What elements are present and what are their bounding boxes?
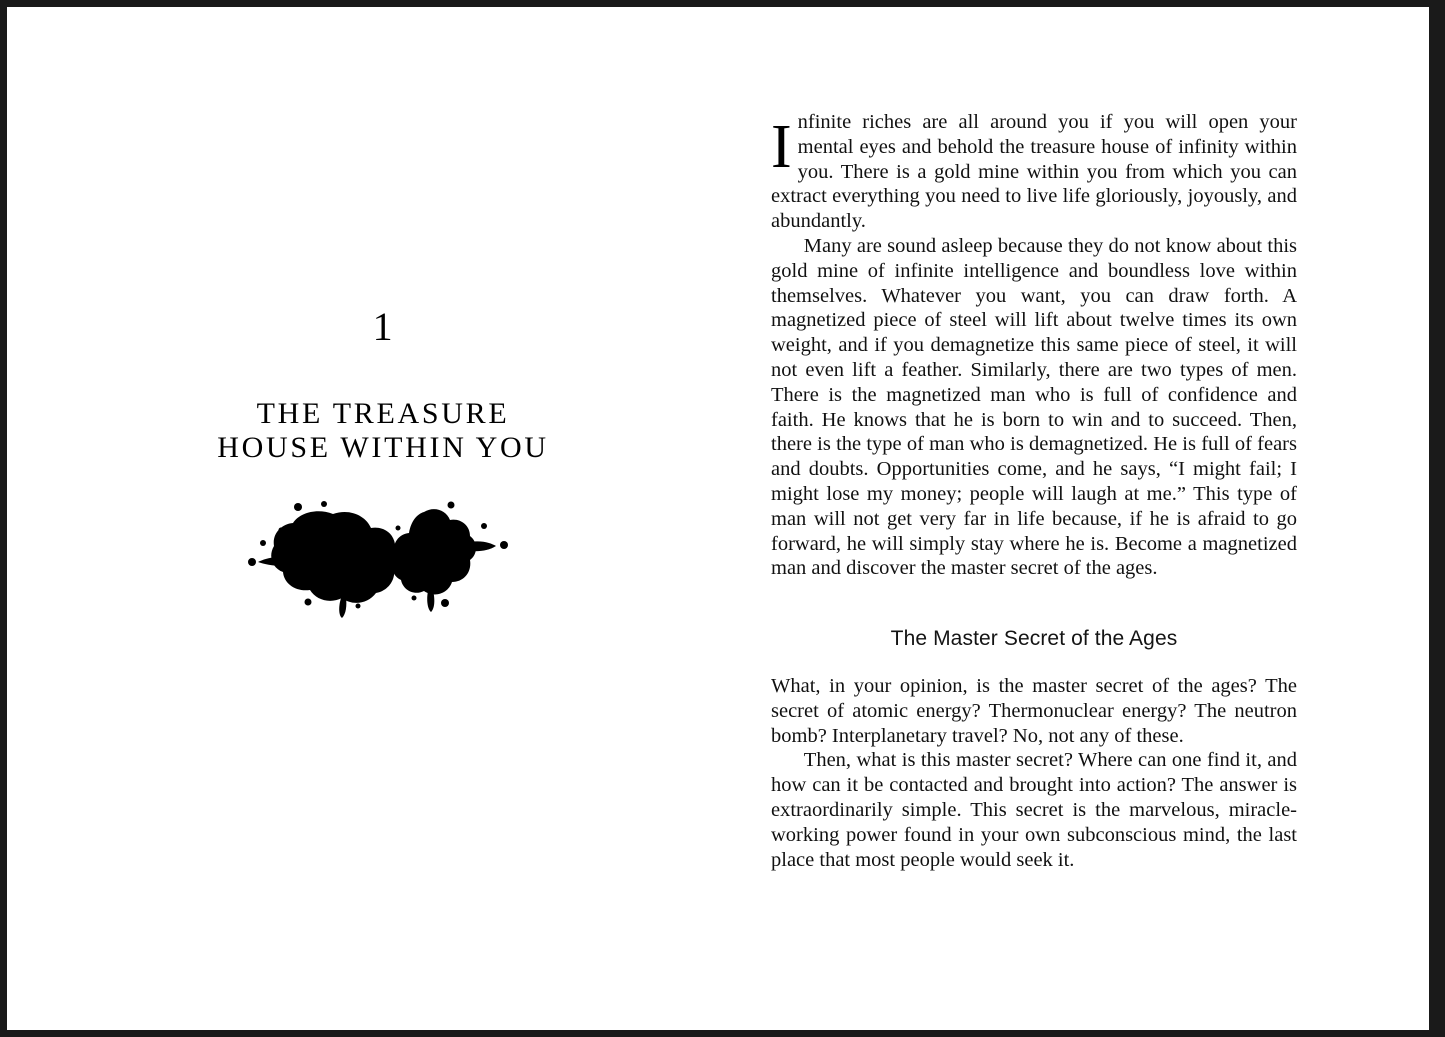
drop-cap: I	[771, 113, 792, 181]
right-page	[759, 7, 1429, 1030]
opening-paragraph-text: nfinite riches are all around you if you will open your mental eyes and behold the treasure house of infinity within you. There is a gold mine within you from which you can extract everything you need to live life gloriously, joyously, and abundantly.	[771, 111, 1297, 233]
paragraph-4: Then, what is this master secret? Where can one find it, and how can it be contacted and brought into action? The answer is extraordinarily simple. This secret is the marvelous, miracle-working power found in your own subconscious mind, the last place that most people would seek it.	[771, 749, 1297, 871]
chapter-number: 1	[372, 304, 394, 349]
opening-paragraph	[771, 110, 1297, 234]
ink-blot-ornament-icon	[7, 498, 759, 618]
chapter-title	[7, 397, 759, 464]
paragraph-3: What, in your opinion, is the master secret of the ages? The secret of atomic energy? Thermonuclear energy? The neutron bomb? Interplanetary travel? No, not any of these.	[771, 674, 1297, 747]
body-text-column	[771, 110, 1297, 872]
left-page	[7, 7, 759, 1030]
book-spread	[7, 7, 1429, 1030]
section-heading: The Master Secret of the Ages	[890, 627, 1178, 651]
chapter-title-line-1: THE TREASURE	[256, 397, 510, 430]
chapter-title-line-2: HOUSE WITHIN YOU	[217, 430, 549, 464]
paragraph-2: Many are sound asleep because they do not know about this gold mine of infinite intelligence and boundless love within themselves. Whatever you want, you can draw forth. A magnetized piece of steel will lift about twelve times its own weight, and if you demagnetize this same piece of steel, it will not even lift a feather. Similarly, there are two types of men. There is the magnetized man who is full of confidence and faith. He knows that he is born to win and to succeed. Then, there is the type of man who is demagnetized. He is full of fears and doubts. Opportunities come, and he says, “I might fail; I might lose my money; people will laugh at me.” This type of man will not get very far in life because, if he is afraid to go forward, he will simply stay where he is. Become a magnetized man and discover the master secret of the ages.	[771, 234, 1297, 580]
chapter-opener	[7, 7, 759, 618]
